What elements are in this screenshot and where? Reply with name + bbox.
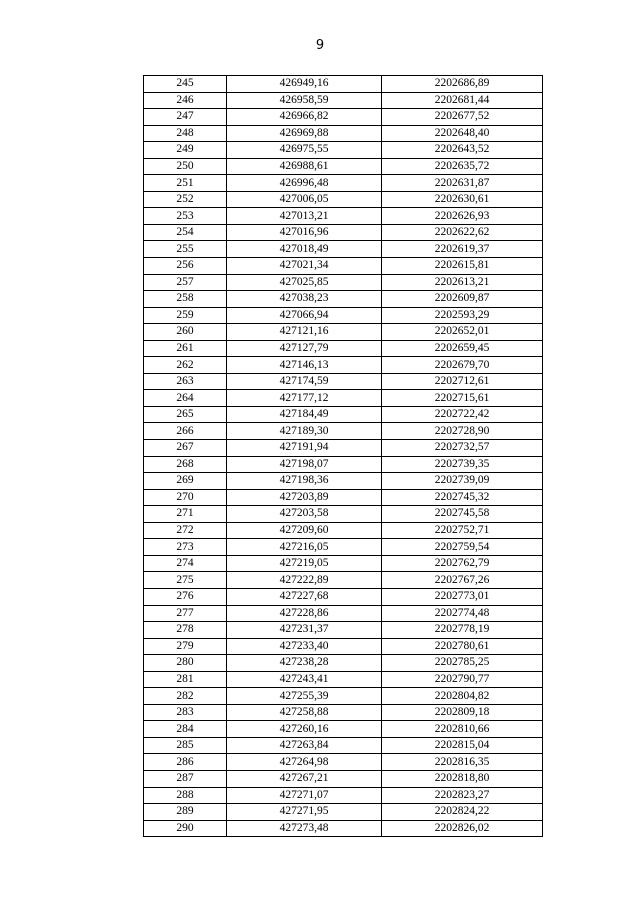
point-number-cell: 262: [144, 357, 227, 374]
table-row: [144, 175, 543, 192]
y-coordinate-cell: 2202652,01: [382, 324, 543, 341]
point-number-cell: 284: [144, 721, 227, 738]
point-number-cell: 281: [144, 671, 227, 688]
y-coordinate-cell: 2202816,35: [382, 754, 543, 771]
y-coordinate-cell: 2202648,40: [382, 125, 543, 142]
y-coordinate-cell: 2202762,79: [382, 555, 543, 572]
y-coordinate-cell: 2202810,66: [382, 721, 543, 738]
x-coordinate-cell: 427018,49: [227, 241, 382, 258]
x-coordinate-cell: 427255,39: [227, 688, 382, 705]
x-coordinate-cell: 426966,82: [227, 109, 382, 126]
x-coordinate-cell: 427203,58: [227, 506, 382, 523]
table-row: [144, 456, 543, 473]
point-number-cell: 275: [144, 572, 227, 589]
table-row: [144, 158, 543, 175]
table-row: [144, 737, 543, 754]
point-number-cell: 289: [144, 804, 227, 821]
x-coordinate-cell: 426969,88: [227, 125, 382, 142]
table-row: [144, 754, 543, 771]
y-coordinate-cell: 2202752,71: [382, 522, 543, 539]
point-number-cell: 283: [144, 704, 227, 721]
x-coordinate-cell: 427267,21: [227, 770, 382, 787]
x-coordinate-cell: 427233,40: [227, 638, 382, 655]
x-coordinate-cell: 427273,48: [227, 820, 382, 837]
y-coordinate-cell: 2202774,48: [382, 605, 543, 622]
y-coordinate-cell: 2202826,02: [382, 820, 543, 837]
point-number-cell: 273: [144, 539, 227, 556]
table-row: [144, 440, 543, 457]
table-row: [144, 638, 543, 655]
y-coordinate-cell: 2202815,04: [382, 737, 543, 754]
point-number-cell: 279: [144, 638, 227, 655]
table-row: [144, 423, 543, 440]
y-coordinate-cell: 2202778,19: [382, 622, 543, 639]
table-row: [144, 324, 543, 341]
point-number-cell: 254: [144, 224, 227, 241]
y-coordinate-cell: 2202818,80: [382, 770, 543, 787]
x-coordinate-cell: 427177,12: [227, 390, 382, 407]
table-row: [144, 357, 543, 374]
point-number-cell: 265: [144, 406, 227, 423]
y-coordinate-cell: 2202785,25: [382, 655, 543, 672]
y-coordinate-cell: 2202739,09: [382, 473, 543, 490]
point-number-cell: 249: [144, 142, 227, 159]
x-coordinate-cell: 427228,86: [227, 605, 382, 622]
table-row: [144, 258, 543, 275]
x-coordinate-cell: 427184,49: [227, 406, 382, 423]
point-number-cell: 285: [144, 737, 227, 754]
point-number-cell: 270: [144, 489, 227, 506]
table-row: [144, 655, 543, 672]
x-coordinate-cell: 427174,59: [227, 373, 382, 390]
point-number-cell: 250: [144, 158, 227, 175]
point-number-cell: 288: [144, 787, 227, 804]
table-row: [144, 390, 543, 407]
y-coordinate-cell: 2202677,52: [382, 109, 543, 126]
x-coordinate-cell: 426975,55: [227, 142, 382, 159]
point-number-cell: 278: [144, 622, 227, 639]
x-coordinate-cell: 427271,95: [227, 804, 382, 821]
y-coordinate-cell: 2202722,42: [382, 406, 543, 423]
point-number-cell: 263: [144, 373, 227, 390]
table-row: [144, 671, 543, 688]
y-coordinate-cell: 2202732,57: [382, 440, 543, 457]
y-coordinate-cell: 2202609,87: [382, 291, 543, 308]
point-number-cell: 260: [144, 324, 227, 341]
y-coordinate-cell: 2202593,29: [382, 307, 543, 324]
coordinates-table: [143, 75, 543, 837]
table-row: [144, 787, 543, 804]
x-coordinate-cell: 427121,16: [227, 324, 382, 341]
table-row: [144, 373, 543, 390]
table-row: [144, 307, 543, 324]
table-row: [144, 704, 543, 721]
point-number-cell: 264: [144, 390, 227, 407]
x-coordinate-cell: 427231,37: [227, 622, 382, 639]
y-coordinate-cell: 2202804,82: [382, 688, 543, 705]
table-row: [144, 804, 543, 821]
x-coordinate-cell: 427013,21: [227, 208, 382, 225]
x-coordinate-cell: 427227,68: [227, 588, 382, 605]
x-coordinate-cell: 427264,98: [227, 754, 382, 771]
x-coordinate-cell: 427271,07: [227, 787, 382, 804]
point-number-cell: 252: [144, 191, 227, 208]
y-coordinate-cell: 2202824,22: [382, 804, 543, 821]
point-number-cell: 271: [144, 506, 227, 523]
x-coordinate-cell: 427216,05: [227, 539, 382, 556]
x-coordinate-cell: 427006,05: [227, 191, 382, 208]
table-row: [144, 588, 543, 605]
x-coordinate-cell: 427191,94: [227, 440, 382, 457]
x-coordinate-cell: 427209,60: [227, 522, 382, 539]
y-coordinate-cell: 2202626,93: [382, 208, 543, 225]
y-coordinate-cell: 2202686,89: [382, 76, 543, 93]
point-number-cell: 247: [144, 109, 227, 126]
point-number-cell: 286: [144, 754, 227, 771]
table-row: [144, 109, 543, 126]
x-coordinate-cell: 427260,16: [227, 721, 382, 738]
table-row: [144, 291, 543, 308]
point-number-cell: 277: [144, 605, 227, 622]
table-row: [144, 473, 543, 490]
y-coordinate-cell: 2202767,26: [382, 572, 543, 589]
point-number-cell: 245: [144, 76, 227, 93]
x-coordinate-cell: 427198,36: [227, 473, 382, 490]
x-coordinate-cell: 427222,89: [227, 572, 382, 589]
x-coordinate-cell: 426958,59: [227, 92, 382, 109]
y-coordinate-cell: 2202780,61: [382, 638, 543, 655]
point-number-cell: 261: [144, 340, 227, 357]
table-row: [144, 191, 543, 208]
table-row: [144, 522, 543, 539]
x-coordinate-cell: 427238,28: [227, 655, 382, 672]
point-number-cell: 248: [144, 125, 227, 142]
point-number-cell: 246: [144, 92, 227, 109]
x-coordinate-cell: 427066,94: [227, 307, 382, 324]
x-coordinate-cell: 427203,89: [227, 489, 382, 506]
x-coordinate-cell: 427146,13: [227, 357, 382, 374]
y-coordinate-cell: 2202630,61: [382, 191, 543, 208]
table-row: [144, 125, 543, 142]
table-row: [144, 572, 543, 589]
y-coordinate-cell: 2202681,44: [382, 92, 543, 109]
x-coordinate-cell: 426996,48: [227, 175, 382, 192]
point-number-cell: 253: [144, 208, 227, 225]
point-number-cell: 269: [144, 473, 227, 490]
table-row: [144, 770, 543, 787]
point-number-cell: 259: [144, 307, 227, 324]
coordinates-table-body: [144, 76, 543, 837]
point-number-cell: 272: [144, 522, 227, 539]
table-row: [144, 539, 543, 556]
point-number-cell: 276: [144, 588, 227, 605]
point-number-cell: 256: [144, 258, 227, 275]
point-number-cell: 280: [144, 655, 227, 672]
y-coordinate-cell: 2202631,87: [382, 175, 543, 192]
y-coordinate-cell: 2202619,37: [382, 241, 543, 258]
table-row: [144, 224, 543, 241]
point-number-cell: 267: [144, 440, 227, 457]
y-coordinate-cell: 2202715,61: [382, 390, 543, 407]
table-row: [144, 406, 543, 423]
y-coordinate-cell: 2202679,70: [382, 357, 543, 374]
table-row: [144, 555, 543, 572]
y-coordinate-cell: 2202643,52: [382, 142, 543, 159]
table-row: [144, 506, 543, 523]
y-coordinate-cell: 2202823,27: [382, 787, 543, 804]
table-row: [144, 688, 543, 705]
y-coordinate-cell: 2202659,45: [382, 340, 543, 357]
x-coordinate-cell: 427189,30: [227, 423, 382, 440]
x-coordinate-cell: 427127,79: [227, 340, 382, 357]
point-number-cell: 290: [144, 820, 227, 837]
point-number-cell: 258: [144, 291, 227, 308]
point-number-cell: 257: [144, 274, 227, 291]
table-row: [144, 208, 543, 225]
y-coordinate-cell: 2202615,81: [382, 258, 543, 275]
x-coordinate-cell: 426988,61: [227, 158, 382, 175]
x-coordinate-cell: 427258,88: [227, 704, 382, 721]
point-number-cell: 274: [144, 555, 227, 572]
table-row: [144, 76, 543, 93]
y-coordinate-cell: 2202613,21: [382, 274, 543, 291]
y-coordinate-cell: 2202712,61: [382, 373, 543, 390]
y-coordinate-cell: 2202635,72: [382, 158, 543, 175]
y-coordinate-cell: 2202745,32: [382, 489, 543, 506]
table-row: [144, 142, 543, 159]
table-row: [144, 340, 543, 357]
table-row: [144, 820, 543, 837]
table-row: [144, 92, 543, 109]
table-row: [144, 622, 543, 639]
x-coordinate-cell: 427038,23: [227, 291, 382, 308]
x-coordinate-cell: 427243,41: [227, 671, 382, 688]
table-row: [144, 605, 543, 622]
x-coordinate-cell: 426949,16: [227, 76, 382, 93]
y-coordinate-cell: 2202759,54: [382, 539, 543, 556]
y-coordinate-cell: 2202745,58: [382, 506, 543, 523]
x-coordinate-cell: 427021,34: [227, 258, 382, 275]
table-row: [144, 274, 543, 291]
point-number-cell: 287: [144, 770, 227, 787]
table-row: [144, 721, 543, 738]
y-coordinate-cell: 2202773,01: [382, 588, 543, 605]
point-number-cell: 282: [144, 688, 227, 705]
x-coordinate-cell: 427219,05: [227, 555, 382, 572]
point-number-cell: 268: [144, 456, 227, 473]
y-coordinate-cell: 2202790,77: [382, 671, 543, 688]
y-coordinate-cell: 2202809,18: [382, 704, 543, 721]
x-coordinate-cell: 427198,07: [227, 456, 382, 473]
x-coordinate-cell: 427025,85: [227, 274, 382, 291]
x-coordinate-cell: 427016,96: [227, 224, 382, 241]
table-row: [144, 241, 543, 258]
page-number: 9: [315, 38, 325, 53]
y-coordinate-cell: 2202739,35: [382, 456, 543, 473]
point-number-cell: 255: [144, 241, 227, 258]
point-number-cell: 251: [144, 175, 227, 192]
x-coordinate-cell: 427263,84: [227, 737, 382, 754]
table-row: [144, 489, 543, 506]
point-number-cell: 266: [144, 423, 227, 440]
y-coordinate-cell: 2202622,62: [382, 224, 543, 241]
y-coordinate-cell: 2202728,90: [382, 423, 543, 440]
